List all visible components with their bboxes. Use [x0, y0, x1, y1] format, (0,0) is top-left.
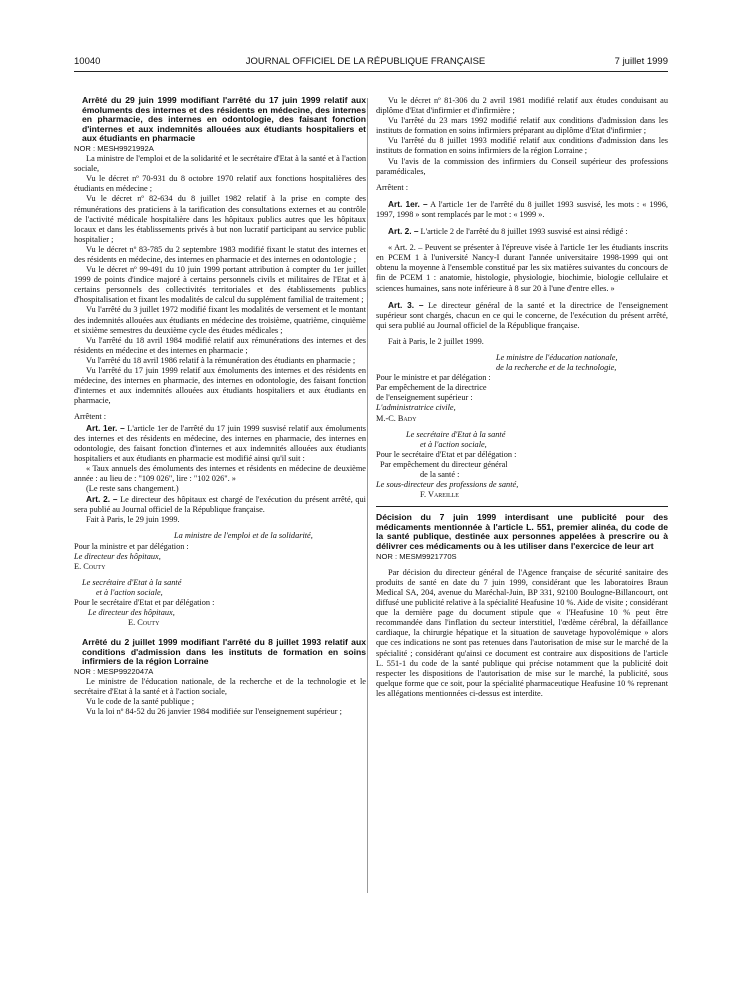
signatory-delegation: de la santé :	[420, 470, 460, 479]
column-divider	[367, 98, 368, 893]
signatory-delegation: Pour le secrétaire d'Etat et par délégation :	[376, 449, 517, 459]
signatory-name: E. Couty	[74, 561, 106, 571]
article-label: Art. 3. –	[388, 299, 424, 310]
decree-2-title: Arrêté du 2 juillet 1999 modifiant l'arrêté du 8 juillet 1993 relatif aux conditions d'admission dans les instituts de formation en soins infirmiers de la région Lorraine	[82, 637, 366, 667]
article-quote: « Art. 2. – Peuvent se présenter à l'épreuve visée à l'article 1er les étudiants inscrits en PCEM 1 à l'université Nancy-I durant l'année universitaire 1998-1999 qui ont obtenu la moyenne à l'ensemble constitué par les six matières suivantes du concours de fin de PCEM 1 : anatomie, histologie, physiologie, biochimie, biologie cellulaire et sciences humaines, sans note inférieure à 8 sur 20 à l'une d'entre elles. »	[376, 243, 668, 293]
signatory-delegation: Pour le ministre et par délégation :	[376, 373, 491, 383]
signatory-title: La ministre de l'emploi et de la solidarité,	[174, 531, 313, 541]
paragraph: Vu le décret nº 70-931 du 8 octobre 1970 relatif aux fonctions hospitalières des étudiants en médecine ;	[74, 174, 366, 194]
left-column	[74, 96, 366, 718]
signatory-name: M.-C. Bady	[376, 413, 417, 423]
journal-title: JOURNAL OFFICIEL DE LA RÉPUBLIQUE FRANÇAISE	[245, 56, 486, 67]
signatory-role: Le directeur des hôpitaux,	[88, 608, 175, 618]
header-rule	[74, 71, 668, 72]
article-label: Art. 2. –	[388, 226, 419, 237]
signature-date: Fait à Paris, le 29 juin 1999.	[86, 515, 180, 525]
signatory-title: Le secrétaire d'Etat à la santé	[406, 429, 506, 439]
signatory-role: L'administratrice civile,	[376, 403, 456, 413]
right-column	[376, 96, 668, 699]
signatory-delegation: Par empêchement de la directrice	[376, 383, 487, 393]
paragraph: Vu l'arrêté du 18 avril 1986 relatif à la rémunération des étudiants en pharmacie ;	[86, 355, 356, 365]
signatory-title: et à l'action sociale,	[420, 439, 487, 449]
article-text: Le directeur général de la santé et la directrice de l'enseignement supérieur sont chargés, chacun en ce qui le concerne, de l'exécution du présent arrêté, qui sera publié au Journal officiel de la République française.	[376, 300, 669, 330]
article-text: L'article 2 de l'arrêté du 8 juillet 1993 susvisé est ainsi rédigé :	[420, 227, 628, 237]
paragraph: Vu le code de la santé publique ;	[86, 697, 195, 707]
signatory-role: Le sous-directeur des professions de santé,	[376, 480, 519, 490]
article-quote: « Taux annuels des émoluments des internes et résidents en médecine de deuxième année : au lieu de : "109 026", lire : "102 026". »	[74, 463, 366, 483]
signatory-delegation: de l'enseignement supérieur :	[376, 393, 473, 403]
paragraph: La ministre de l'emploi et de la solidarité et le secrétaire d'Etat à la santé et à l'action sociale,	[74, 154, 366, 174]
article-label: Art. 2. –	[86, 494, 118, 505]
signatory-delegation: Pour la ministre et par délégation :	[74, 541, 189, 551]
arretent: Arrêtent :	[74, 412, 107, 422]
signatory-title: Le secrétaire d'Etat à la santé	[82, 577, 182, 587]
paragraph: Vu l'arrêté du 17 juin 1999 relatif aux émoluments des internes et des résidents en médecine, des internes en pharmacie, des internes en odontologie, des faisant fonction d'internes et aux indemnités allouées aux étudiants hospitaliers et aux étudiants en pharmacie,	[74, 366, 366, 406]
decree-2-nor: NOR : MESP9922047A	[74, 667, 154, 677]
paragraph: Vu l'arrêté du 18 avril 1984 modifié relatif aux rémunérations des internes et des résidents en médecine et des internes en pharmacie ;	[74, 335, 366, 355]
article-note: (Le reste sans changement.)	[86, 484, 179, 494]
signature-block	[376, 353, 668, 424]
page-number: 10040	[74, 56, 101, 67]
decision-title: Décision du 7 juin 1999 interdisant une publicité pour des médicaments mentionnée à l'article L. 551, premier alinéa, du code de la santé publique, destinée aux personnes appelées à prescrire ou à délivrer ces médicaments ou à les utiliser dans l'exercice de leur art	[376, 512, 668, 552]
signatory-delegation: Par empêchement du directeur général	[380, 459, 508, 469]
signatory-title: Le ministre de l'éducation nationale,	[496, 352, 618, 362]
issue-date: 7 juillet 1999	[614, 56, 668, 67]
paragraph: Vu le décret nº 82-634 du 8 juillet 1982 relatif à la prise en compte des rémunérations des praticiens à la tarification des consultations externes et au contrôle de l'activité médicale hospitalière dans les hôpitaux publics autres que les hôpitaux locaux et dans les établissements privés à but non lucratif participant au service public hospitalier ;	[74, 194, 366, 244]
signatory-title: de la recherche et de la technologie,	[496, 363, 617, 373]
decision-nor: NOR : MESM9921770S	[376, 551, 457, 561]
decree-1-title: Arrêté du 29 juin 1999 modifiant l'arrêté du 17 juin 1999 relatif aux émoluments des internes et des résidents en médecine, des internes en pharmacie, des internes en odontologie, des faisant fonction d'internes et aux indemnités allouées aux étudiants hospitaliers et aux étudiants en pharmacie	[82, 95, 366, 144]
signature-block	[376, 430, 668, 501]
signature-block	[74, 578, 366, 628]
section-rule	[376, 506, 668, 507]
paragraph: Vu la loi nº 84-52 du 26 janvier 1984 modifiée sur l'enseignement supérieur ;	[86, 707, 342, 717]
paragraph: Vu l'avis de la commission des infirmiers du Conseil supérieur des professions paramédicales,	[376, 156, 668, 176]
signatory-title: et à l'action sociale,	[96, 587, 163, 597]
signatory-name: E. Couty	[128, 618, 160, 628]
article-text: Le directeur des hôpitaux est chargé de l'exécution du présent arrêté, qui sera publié au Journal officiel de la République française.	[74, 495, 366, 515]
paragraph: Vu l'arrêté du 23 mars 1992 modifié relatif aux conditions d'admission dans les instituts de formation en soins infirmiers préparant au diplôme d'Etat d'infirmier ;	[376, 116, 668, 136]
signatory-role: Le directeur des hôpitaux,	[74, 551, 161, 561]
article-text: L'article 1er de l'arrêté du 17 juin 1999 susvisé relatif aux émoluments des internes et des résidents en médecine, des internes en pharmacie, des internes en odontologie, des faisant fonction d'internes et aux indemnités allouées aux étudiants hospitaliers et aux étudiants en pharmacie est modifié ainsi qu'il suit :	[74, 423, 366, 463]
arretent: Arrêtent :	[376, 182, 409, 192]
paragraph: Vu le décret nº 99-491 du 10 juin 1999 portant attribution à compter du 1er juillet 1999 de points d'indice majoré à certains personnels civils et militaires de l'Etat et à certains personnels des collectivités territoriales et des établissements publics d'hospitalisation et fixant les modalités de calcul du supplément familial de traitement ;	[74, 265, 366, 305]
paragraph: Vu l'arrêté du 3 juillet 1972 modifié fixant les modalités de versement et le montant des indemnités allouées aux étudiants en médecine des troisième, quatrième, cinquième et sixième semestres du deuxième cycle des études médicales ;	[74, 305, 366, 335]
signature-block	[74, 531, 366, 571]
paragraph: Le ministre de l'éducation nationale, de la recherche et de la technologie et le secrétaire d'Etat à la santé et à l'action sociale,	[74, 677, 366, 697]
paragraph: Vu le décret nº 83-785 du 2 septembre 1983 modifié fixant le statut des internes et des résidents en médecine, des internes en pharmacie et des internes en odontologie ;	[74, 244, 366, 264]
paragraph: Vu l'arrêté du 8 juillet 1993 modifié relatif aux conditions d'admission dans les instituts de formation en soins infirmiers de la région Lorraine ;	[376, 136, 668, 156]
signatory-delegation: Pour le secrétaire d'Etat et par délégation :	[74, 598, 215, 607]
decision-text: Par décision du directeur général de l'Agence française de sécurité sanitaire des produits de santé en date du 7 juin 1999, considérant que les laboratoires Braun Medical SA, 204, avenue du Maréchal-Juin, BP 331, 92100 Boulogne-Billancourt, ont diffusé une publicité relative à la spécialité Heafusine 10 %. Aide de visite ; considérant que la dernière page du document stipule que « l'Heafusine 10 % peut être recommandée dans l'inflation du secteur interstitiel, l'œdème cérébral, la défaillance cardiaque, la chirurgie hépatique et la situation de sauvetage hypovolémique » alors que ces indications ne sont pas retenues dans l'autorisation de mise sur le marché de la spécialité ; considérant qu'ainsi ce document est contraire aux dispositions de l'article L. 551-1 du code de la santé publique qui précise notamment que la publicité doit respecter les dispositions de l'autorisation de mise sur le marché, la publicité, sous quelque forme que ce soit, pour la spécialité pharmaceutique Heafusine 10 % reprenant les allégations mentionnées ci-dessus est interdite.	[376, 567, 668, 698]
article-label: Art. 1er. –	[86, 422, 125, 433]
article-label: Art. 1er. –	[388, 198, 428, 209]
signatory-name: F. Vareille	[420, 490, 459, 500]
signature-date: Fait à Paris, le 2 juillet 1999.	[388, 336, 484, 346]
article-text: A l'article 1er de l'arrêté du 8 juillet 1993 susvisé, les mots : « 1996, 1997, 1998 » sont remplacés par le mot : « 1999 ».	[376, 199, 668, 219]
paragraph: Vu le décret nº 81-306 du 2 avril 1981 modifié relatif aux études conduisant au diplôme d'Etat d'infirmier et d'infirmière ;	[376, 96, 668, 116]
decree-1-nor: NOR : MESH9921992A	[74, 143, 154, 153]
